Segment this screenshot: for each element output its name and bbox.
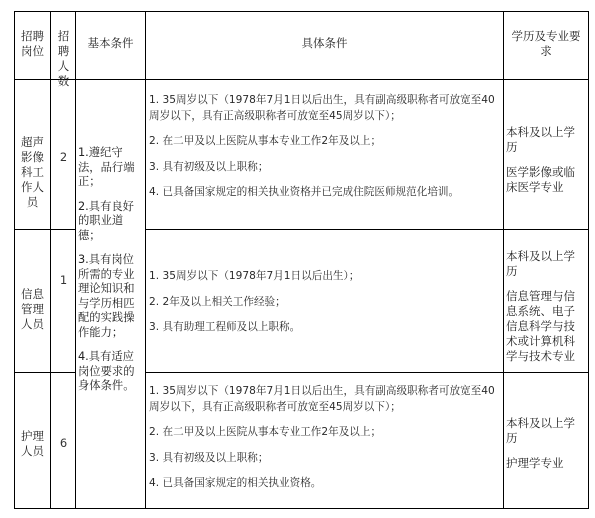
row3-position: 护理人员 [21, 429, 44, 458]
table-border-right [588, 11, 589, 509]
row1-count: 2 [59, 150, 68, 164]
basic-condition-4: 4.具有适应岗位要求的身体条件。 [78, 350, 135, 392]
row2-count: 1 [59, 273, 68, 287]
basic-condition-2: 2.具有良好的职业道德； [78, 199, 134, 242]
row3-req-3: 3. 具有初级及以上职称； [149, 451, 269, 464]
header-basic: 基本条件 [87, 36, 134, 50]
header-education: 学历及专业要求 [511, 29, 581, 58]
row2-position: 信息管理人员 [21, 287, 44, 331]
row1-education [506, 125, 584, 205]
row1-req-2: 2. 在二甲及以上医院从事本专业工作2年及以上； [149, 135, 382, 147]
header-position: 招聘岗位 [21, 29, 44, 58]
row3-req-1: 1. 35周岁以下（1978年7月1日以后出生，具有副高级职称者可放宽至40周岁以下，具有正高级职称者可放宽至45周岁以下）； [149, 385, 495, 413]
table-border-left [14, 11, 15, 509]
basic-conditions [78, 146, 144, 404]
col-divider-2 [75, 11, 76, 509]
row1-position: 超声影像科工作人员 [21, 135, 44, 209]
row2-req-1: 1. 35周岁以下（1978年7月1日以后出生）； [149, 270, 360, 282]
header-count: 招聘人数 [57, 29, 70, 88]
recruitment-table [14, 11, 589, 509]
row2-req-3: 3. 具有助理工程师及以上职称。 [149, 321, 301, 333]
row3-requirements [149, 384, 499, 502]
row3-req-2: 2. 在二甲及以上医院从事本专业工作2年及以上； [149, 426, 382, 438]
row1-requirements [149, 93, 499, 211]
basic-condition-3: 3.具有岗位所需的专业理论知识和与学历相匹配的实践操作能力； [78, 253, 135, 339]
row3-count: 6 [59, 436, 68, 450]
row1-edu-major: 医学影像或临床医学专业 [506, 165, 575, 194]
row3-education [506, 416, 584, 481]
row-divider-2a [14, 372, 75, 373]
row1-req-4: 4. 已具备国家规定的相关执业资格并已完成住院医师规范化培训。 [149, 186, 460, 198]
row3-edu-major: 护理学专业 [506, 456, 564, 470]
col-divider-3 [145, 11, 146, 509]
row1-req-1: 1. 35周岁以下（1978年7月1日以后出生，具有副高级职称者可放宽至40周岁以下，具有正高级职称者可放宽至45周岁以下）； [149, 94, 495, 122]
row2-requirements [149, 269, 499, 346]
row-divider-1b [145, 229, 589, 230]
row3-edu-degree: 本科及以上学历 [506, 416, 575, 445]
row-divider-1a [14, 229, 75, 230]
col-divider-4 [503, 11, 504, 509]
row1-edu-degree: 本科及以上学历 [506, 125, 575, 154]
row1-req-3: 3. 具有初级及以上职称； [149, 160, 269, 173]
row2-edu-major: 信息管理与信息系统、电子信息科学与技术或计算机科学与技术专业 [506, 289, 575, 363]
header-specific: 具体条件 [301, 36, 348, 50]
row2-edu-degree: 本科及以上学历 [506, 249, 575, 278]
basic-condition-1: 1.遵纪守法，品行端正； [78, 146, 135, 188]
row2-education [506, 249, 584, 374]
col-divider-1 [50, 11, 51, 509]
row3-req-4: 4. 已具备国家规定的相关执业资格。 [149, 477, 322, 489]
row2-req-2: 2. 2年及以上相关工作经验； [149, 295, 286, 308]
